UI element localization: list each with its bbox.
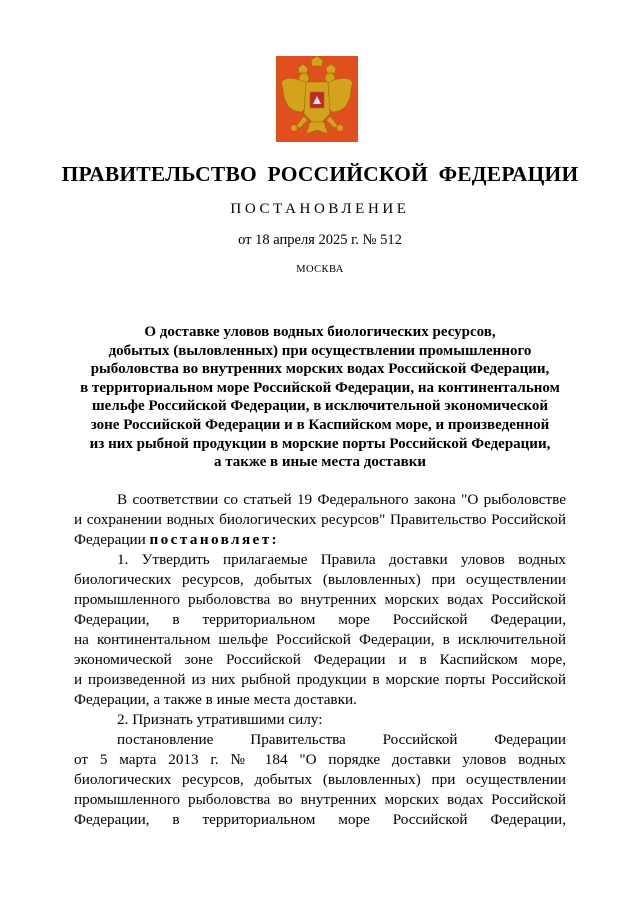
heading-line: добытых (выловленных) при осуществлении промышленного xyxy=(108,342,532,359)
heading-line: а также в иные места доставки xyxy=(214,454,426,471)
body-line: постановление Правительства Российской Федерации xyxy=(117,731,566,748)
body-line: экономической зоне Российской Федерации и в Каспийском море, xyxy=(74,651,566,668)
body-line: В соответствии со статьей 19 Федерального закона "О рыболовстве xyxy=(117,491,566,508)
document-body xyxy=(74,490,566,830)
body-line xyxy=(74,530,566,550)
body-line: промышленного рыболовства во внутренних морских водах Российской xyxy=(74,791,566,808)
intro-prefix: Федерации xyxy=(74,531,150,548)
document-city: МОСКВА xyxy=(296,264,344,275)
heading-line: в территориальном море Российской Федерации, на континентальном xyxy=(80,379,560,396)
body-line: 1. Утвердить прилагаемые Правила доставки уловов водных xyxy=(117,551,566,568)
decree-word: постановляет: xyxy=(149,531,280,548)
heading-line: зоне Российской Федерации и в Каспийском море, и произведенной xyxy=(90,416,550,433)
body-line: от 5 марта 2013 г. № 184 "О порядке доставки уловов водных xyxy=(74,751,566,768)
heading-line: О доставке уловов водных биологических ресурсов, xyxy=(144,324,496,340)
body-line: Федерации, в территориальном море Российской Федерации, xyxy=(74,811,566,828)
russian-coat-of-arms-icon xyxy=(276,56,358,142)
government-title: ПРАВИТЕЛЬСТВО РОССИЙСКОЙ ФЕДЕРАЦИИ xyxy=(61,162,579,186)
heading-line: из них рыбной продукции в морские порты Российской Федерации, xyxy=(89,435,551,452)
coat-of-arms-emblem xyxy=(276,56,358,142)
document-date-number: от 18 апреля 2025 г. № 512 xyxy=(238,232,402,248)
heading-line: шельфе Российской Федерации, в исключительной экономической xyxy=(92,398,548,415)
document-heading xyxy=(60,323,580,472)
body-line: промышленного рыболовства во внутренних морских водах Российской xyxy=(74,591,566,608)
body-line: Федерации, в территориальном море Российской Федерации, xyxy=(74,611,566,628)
body-line: на континентальном шельфе Российской Федерации, в исключительной xyxy=(74,631,566,648)
body-line: и произведенной из них рыбной продукции в морские порты Российской xyxy=(74,671,566,688)
body-line: Федерации, а также в иные места доставки. xyxy=(74,691,357,708)
body-line: 2. Признать утратившими силу: xyxy=(117,711,323,728)
body-line: и сохранении водных биологических ресурсов" Правительство Российской xyxy=(74,511,566,528)
body-line: биологических ресурсов, добытых (выловленных) при осуществлении xyxy=(74,771,566,788)
heading-line: рыболовства во внутренних морских водах Российской Федерации, xyxy=(90,361,550,378)
document-type: ПОСТАНОВЛЕНИЕ xyxy=(230,201,410,217)
body-line: биологических ресурсов, добытых (выловленных) при осуществлении xyxy=(74,571,566,588)
